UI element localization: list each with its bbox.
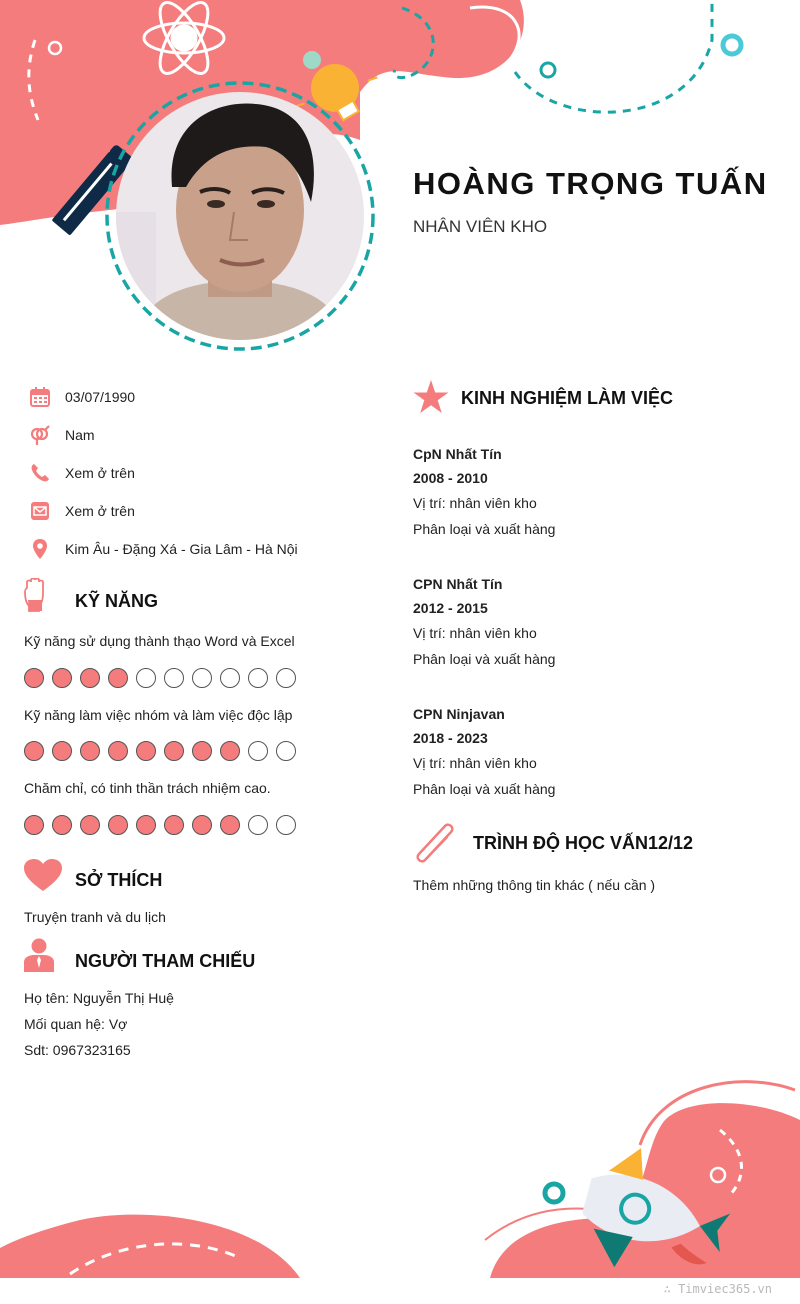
raised-fist-icon xyxy=(24,578,48,612)
rating-dot-empty xyxy=(276,668,296,688)
job-period: 2018 - 2023 xyxy=(413,730,488,746)
footer-credit: ∴ Timviec365.vn xyxy=(663,1282,772,1296)
rating-dot-filled xyxy=(24,668,44,688)
skill-rating xyxy=(24,668,296,688)
education-heading: TRÌNH ĐỘ HỌC VẤN12/12 xyxy=(473,833,694,853)
email-text: Xem ở trên xyxy=(65,503,135,519)
rating-dot-filled xyxy=(80,668,100,688)
rating-dot-filled xyxy=(24,741,44,761)
rating-dot-empty xyxy=(136,668,156,688)
rating-dot-empty xyxy=(276,815,296,835)
job-period: 2012 - 2015 xyxy=(413,600,488,616)
rating-dot-filled xyxy=(80,815,100,835)
skills-heading: KỸ NĂNG xyxy=(75,591,159,611)
candidate-name: HOÀNG TRỌNG TUẤN xyxy=(413,166,768,201)
job-title: NHÂN VIÊN KHO xyxy=(413,217,548,236)
heart-icon xyxy=(24,859,62,891)
email-icon xyxy=(30,501,50,521)
rating-dot-filled xyxy=(108,815,128,835)
reference-name: Họ tên: Nguyễn Thị Huệ xyxy=(24,990,174,1006)
rating-dot-empty xyxy=(248,741,268,761)
rating-dot-empty xyxy=(276,741,296,761)
avatar-portrait xyxy=(116,92,364,340)
job-description: Phân loại và xuất hàng xyxy=(413,781,556,797)
rating-dot-filled xyxy=(52,741,72,761)
rating-dot-empty xyxy=(220,668,240,688)
rating-dot-filled xyxy=(80,741,100,761)
person-icon xyxy=(24,938,54,972)
skill-rating xyxy=(24,815,296,835)
job-description: Phân loại và xuất hàng xyxy=(413,651,556,667)
job-position: Vị trí: nhân viên kho xyxy=(413,625,537,641)
job-position: Vị trí: nhân viên kho xyxy=(413,755,537,771)
reference-phone: Sdt: 0967323165 xyxy=(24,1042,131,1058)
rating-dot-empty xyxy=(164,668,184,688)
gender-icon xyxy=(30,425,50,445)
hobbies-text: Truyện tranh và du lịch xyxy=(24,909,166,925)
rating-dot-empty xyxy=(248,668,268,688)
phone-text: Xem ở trên xyxy=(65,465,135,481)
reference-relation: Mối quan hệ: Vợ xyxy=(24,1016,128,1032)
job-description: Phân loại và xuất hàng xyxy=(413,521,556,537)
rating-dot-filled xyxy=(164,815,184,835)
location-pin-icon xyxy=(30,539,50,559)
reference-heading: NGƯỜI THAM CHIẾU xyxy=(75,951,256,971)
rating-dot-filled xyxy=(52,815,72,835)
paperclip-icon xyxy=(413,822,461,864)
birthday-text: 03/07/1990 xyxy=(65,389,136,405)
rating-dot-filled xyxy=(24,815,44,835)
experience-heading: KINH NGHIỆM LÀM VIỆC xyxy=(461,388,674,408)
skill-label: Kỹ năng sử dụng thành thạo Word và Excel xyxy=(24,633,295,649)
hobbies-heading: SỞ THÍCH xyxy=(75,870,163,890)
rating-dot-filled xyxy=(108,668,128,688)
rating-dot-filled xyxy=(164,741,184,761)
star-icon xyxy=(413,380,449,414)
rating-dot-filled xyxy=(108,741,128,761)
job-position: Vị trí: nhân viên kho xyxy=(413,495,537,511)
rating-dot-filled xyxy=(192,741,212,761)
skill-label: Kỹ năng làm việc nhóm và làm việc độc lập xyxy=(24,707,293,723)
education-text: Thêm những thông tin khác ( nếu cần ) xyxy=(413,877,656,893)
company-name: CPN Ninjavan xyxy=(413,706,505,722)
gender-text: Nam xyxy=(65,427,95,443)
avatar xyxy=(116,92,364,340)
skill-rating xyxy=(24,741,296,761)
calendar-icon xyxy=(30,387,50,407)
rating-dot-filled xyxy=(192,815,212,835)
rating-dot-empty xyxy=(248,815,268,835)
bottom-left-blob xyxy=(0,1215,300,1278)
rating-dot-empty xyxy=(192,668,212,688)
rating-dot-filled xyxy=(136,815,156,835)
rating-dot-filled xyxy=(52,668,72,688)
job-period: 2008 - 2010 xyxy=(413,470,488,486)
address-text: Kim Âu - Đặng Xá - Gia Lâm - Hà Nội xyxy=(65,541,298,557)
rating-dot-filled xyxy=(220,815,240,835)
skill-label: Chăm chỉ, có tinh thần trách nhiệm cao. xyxy=(24,780,271,796)
rating-dot-filled xyxy=(220,741,240,761)
company-name: CpN Nhất Tín xyxy=(413,446,502,462)
phone-icon xyxy=(30,463,50,483)
rating-dot-filled xyxy=(136,741,156,761)
company-name: CPN Nhất Tín xyxy=(413,576,503,592)
